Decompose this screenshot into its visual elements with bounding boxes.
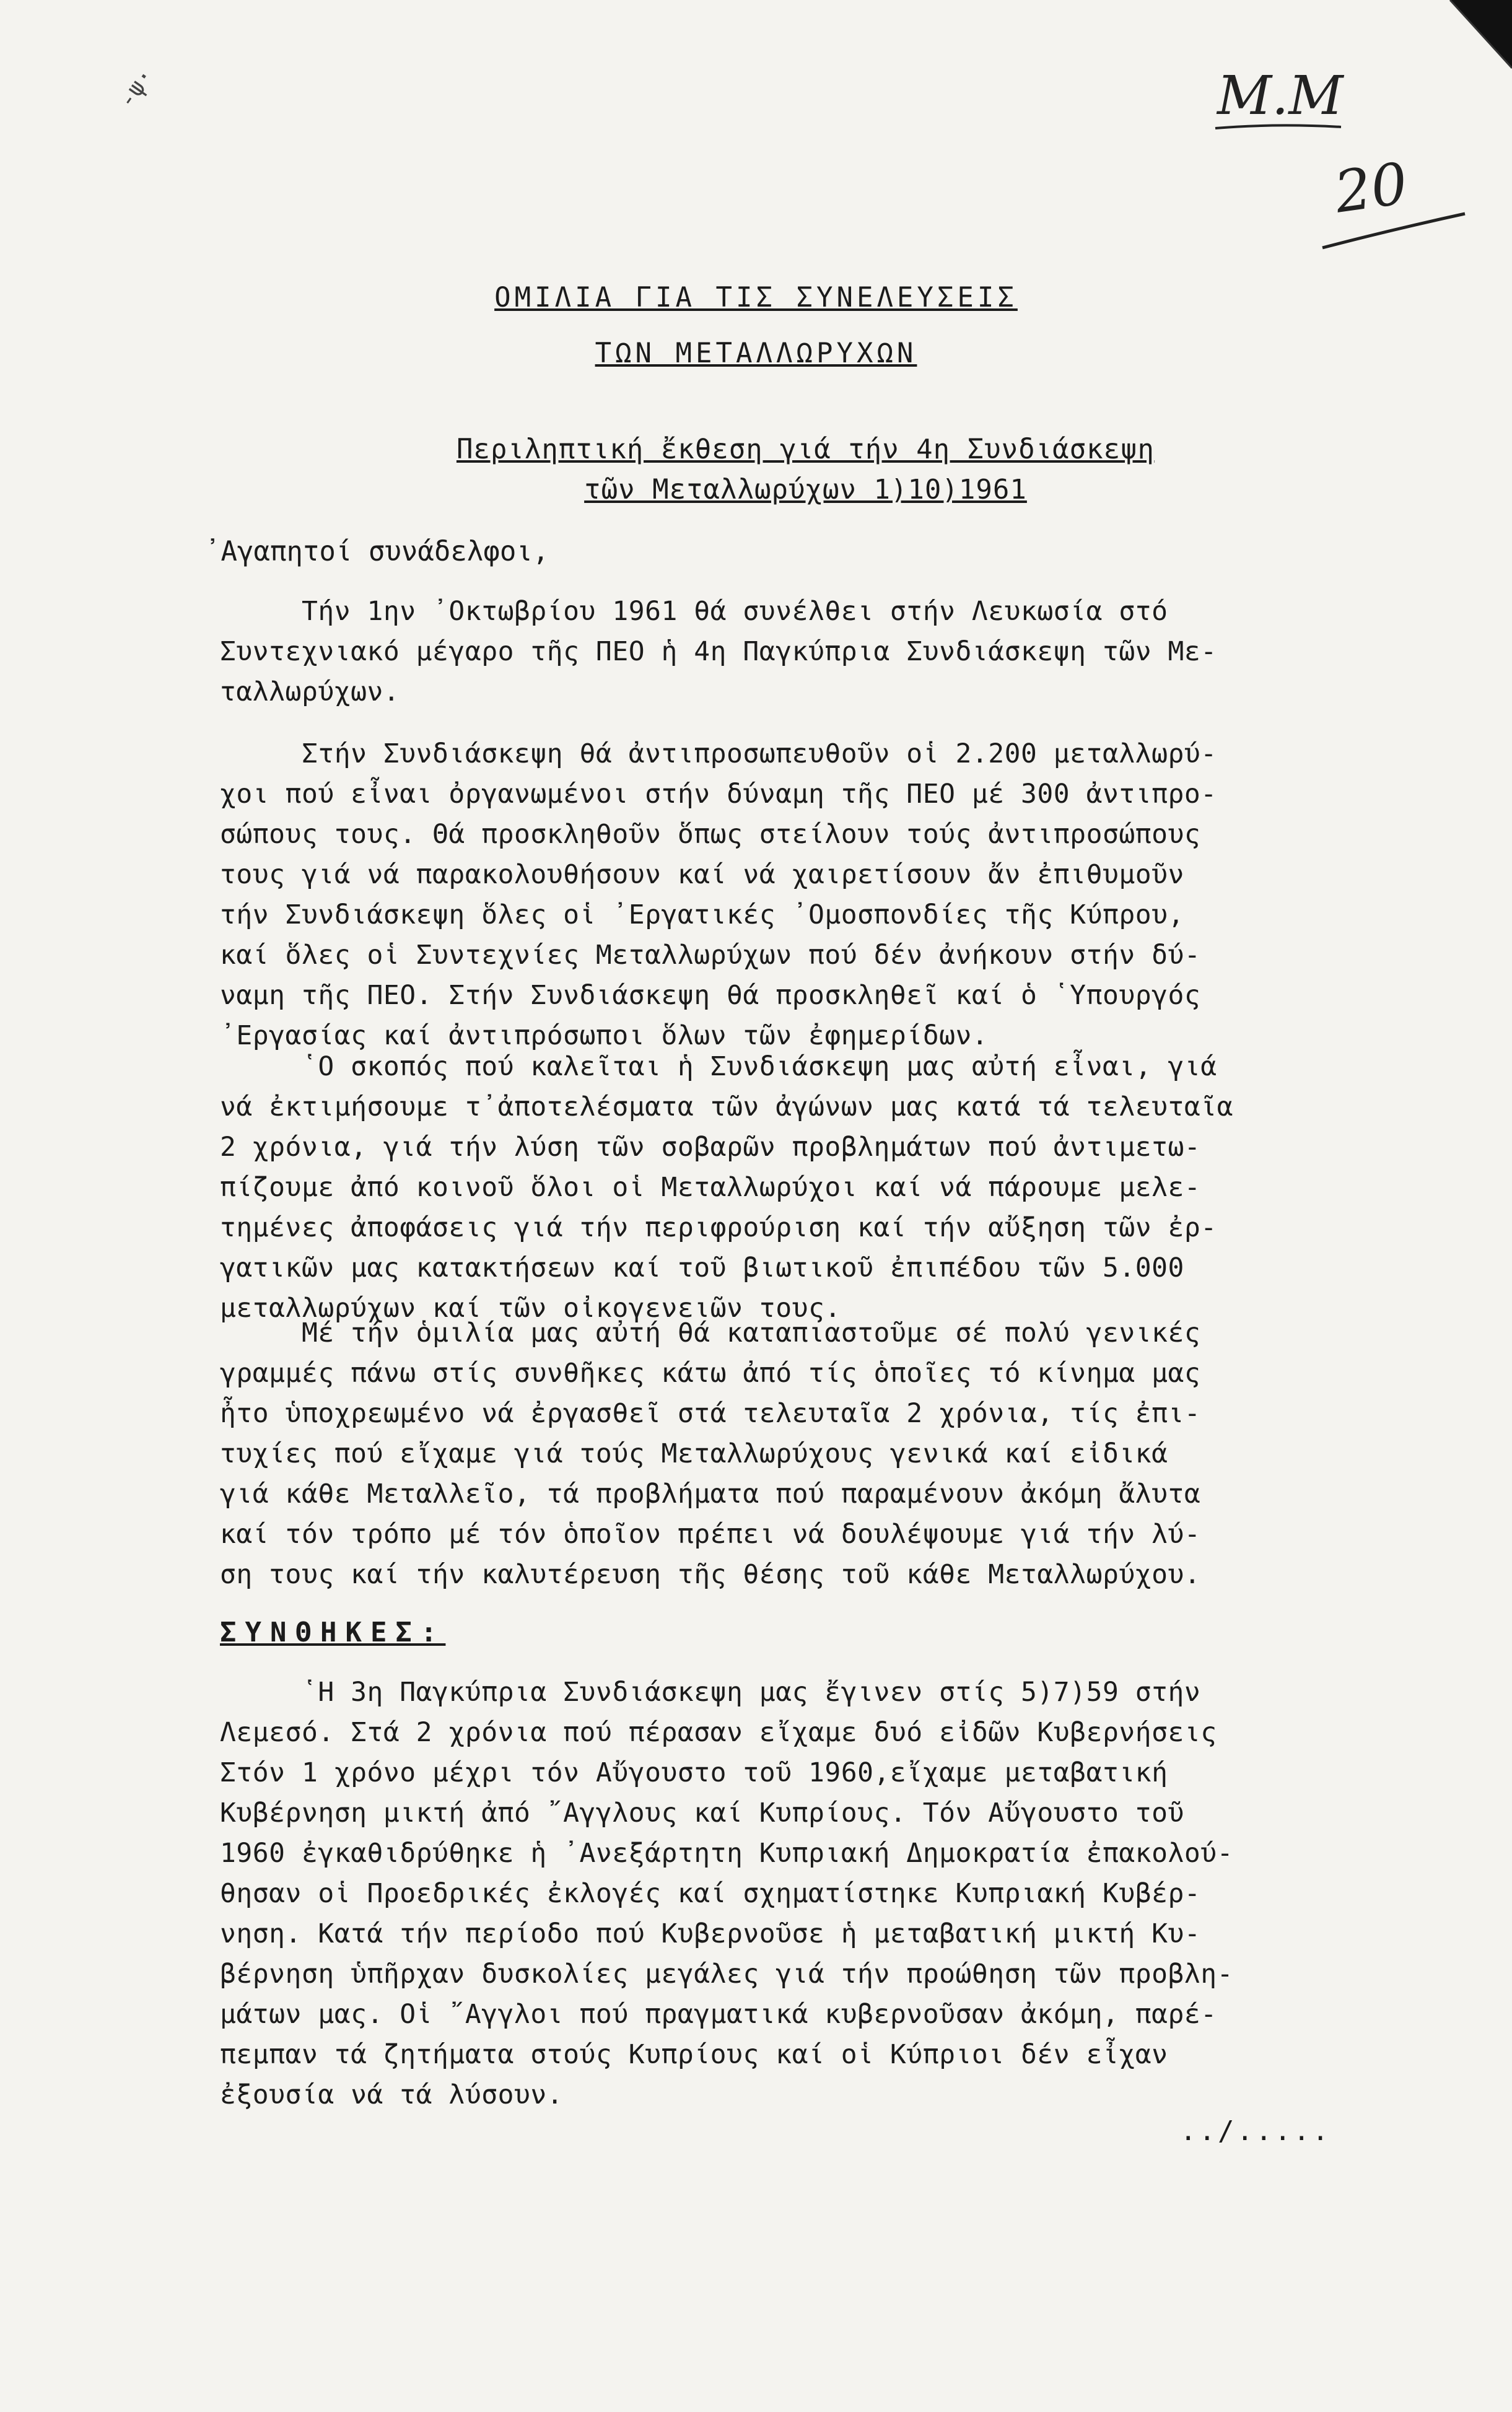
stray-pen-marks: -ψ· xyxy=(112,63,160,113)
paragraph-2: Στήν Συνδιάσκεψη θά ἀντιπροσωπευθοῦν οἱ 2.200 μεταλλωρύ- χοι πού εἶναι ὀργανωμένοι στήν δύναμη τῆς ΠΕΟ μέ 300 ἀντιπρο- σώπους τους. Θά προσκληθοῦν ὅπως στείλουν τούς ἀντιπροσώπους τους γιά νά παρακολουθήσουν καί νά χαιρετίσουν ἄν ἐπιθυμοῦν τήν Συνδιάσκεψη ὅλες οἱ ᾿Εργατικές ᾿Ομοσπονδίες τῆς Κύπρου, καί ὅλες οἱ Συντεχνίες Μεταλλωρύχων πού δέν ἀνήκουν στήν δύ- ναμη τῆς ΠΕΟ. Στήν Συνδιάσκεψη θά προσκληθεῖ καί ὁ ῾Υπουργός ᾿Εργασίας καί ἀντιπρόσωποι ὅλων τῶν ἐφημερίδων. xyxy=(220,738,1217,1051)
paragraph-1: Τήν 1ην ᾿Οκτωβρίου 1961 θά συνέλθει στήν Λευκωσία στό Συντεχνιακό μέγαρο τῆς ΠΕΟ ἡ 4η Παγκύπρια Συνδιάσκεψη τῶν Με- ταλλωρύχων. xyxy=(220,596,1217,707)
section-heading: ΣΥΝΘΗΚΕΣ: xyxy=(220,1617,446,1648)
subtitle-line-2: τῶν Μεταλλωρύχων 1)10)1961 xyxy=(584,474,1027,505)
section-paragraph: ῾Η 3η Παγκύπρια Συνδιάσκεψη μας ἔγινεν στίς 5)7)59 στήν Λεμεσό. Στά 2 χρόνια πού πέρασαν εἴχαμε δυό εἰδῶν Κυβερνήσεις Στόν 1 χρόνο μέχρι τόν Αὔγουστο τοῦ 1960,εἴχαμε μεταβατική Κυβέρνηση μικτή ἀπό ῎Αγγλους καί Κυπρίους. Τόν Αὔγουστο τοῦ 1960 ἐγκαθιδρύθηκε ἡ ᾿Ανεξάρτητη Κυπριακή Δημοκρατία ἐπακολού- θησαν οἱ Προεδρικές ἐκλογές καί σχηματίστηκε Κυπριακή Κυβέρ- νηση. Κατά τήν περίοδο πού Κυβερνοῦσε ἡ μεταβατική μικτή Κυ- βέρνηση ὑπῆρχαν δυσκολίες μεγάλες γιά τήν προώθηση τῶν προβλη- μάτων μας. Οἱ ῎Αγγλοι πού πραγματικά κυβερνοῦσαν ἀκόμη, παρέ- πεμπαν τά ζητήματα στούς Κυπρίους καί οἱ Κύπριοι δέν εἶχαν ἐξουσία νά τά λύσουν. xyxy=(220,1677,1234,2110)
salutation: ᾿Αγαπητοί συνάδελφοι, xyxy=(204,536,549,567)
handwritten-number: 20 xyxy=(1331,150,1412,226)
subtitle-line-1: Περιληπτική ἔκθεση γιά τήν 4η Συνδιάσκεψη xyxy=(456,434,1155,465)
title-line-1: ΟΜΙΛΙΑ ΓΙΑ ΤΙΣ ΣΥΝΕΛΕΥΣΕΙΣ xyxy=(494,282,1018,313)
corner-fold-mark xyxy=(1425,0,1512,74)
continuation-marker: ../..... xyxy=(1180,2115,1331,2147)
paragraph-4: Μέ τήν ὁμιλία μας αὐτή θά καταπιαστοῦμε σέ πολύ γενικές γραμμές πάνω στίς συνθῆκες κάτω ἀπό τίς ὁποῖες τό κίνημα μας ἦτο ὑποχρεωμένο νά ἐργασθεῖ στά τελευταῖα 2 χρόνια, τίς ἐπι- τυχίες πού εἴχαμε γιά τούς Μεταλλωρύχους γενικά καί εἰδικά γιά κάθε Μεταλλεῖο, τά προβλήματα πού παραμένουν ἀκόμη ἄλυτα καί τόν τρόπο μέ τόν ὁποῖον πρέπει νά δουλέψουμε γιά τήν λύ- ση τους καί τήν καλυτέρευση τῆς θέσης τοῦ κάθε Μεταλλωρύχου. xyxy=(220,1317,1201,1590)
initials-underline xyxy=(1214,121,1344,133)
handwritten-stroke xyxy=(1319,211,1468,254)
title-line-2: ΤΩΝ ΜΕΤΑΛΛΩΡΥΧΩΝ xyxy=(595,338,917,369)
paragraph-3: ῾Ο σκοπός πού καλεῖται ἡ Συνδιάσκεψη μας αὐτή εἶναι, γιά νά ἐκτιμήσουμε τ᾿ἀποτελέσματα τῶν ἀγώνων μας κατά τά τελευταῖα 2 χρόνια, γιά τήν λύση τῶν σοβαρῶν προβλημάτων πού ἀντιμετω- πίζουμε ἀπό κοινοῦ ὅλοι οἱ Μεταλλωρύχοι καί νά πάρουμε μελε- τημένες ἀποφάσεις γιά τήν περιφρούριση καί τήν αὔξηση τῶν ἐρ- γατικῶν μας κατακτήσεων καί τοῦ βιωτικοῦ ἐπιπέδου τῶν 5.000 μεταλλωρύχων καί τῶν οἰκογενειῶν τους. xyxy=(220,1051,1234,1324)
handwritten-initials: Μ.Μ xyxy=(1217,65,1344,127)
